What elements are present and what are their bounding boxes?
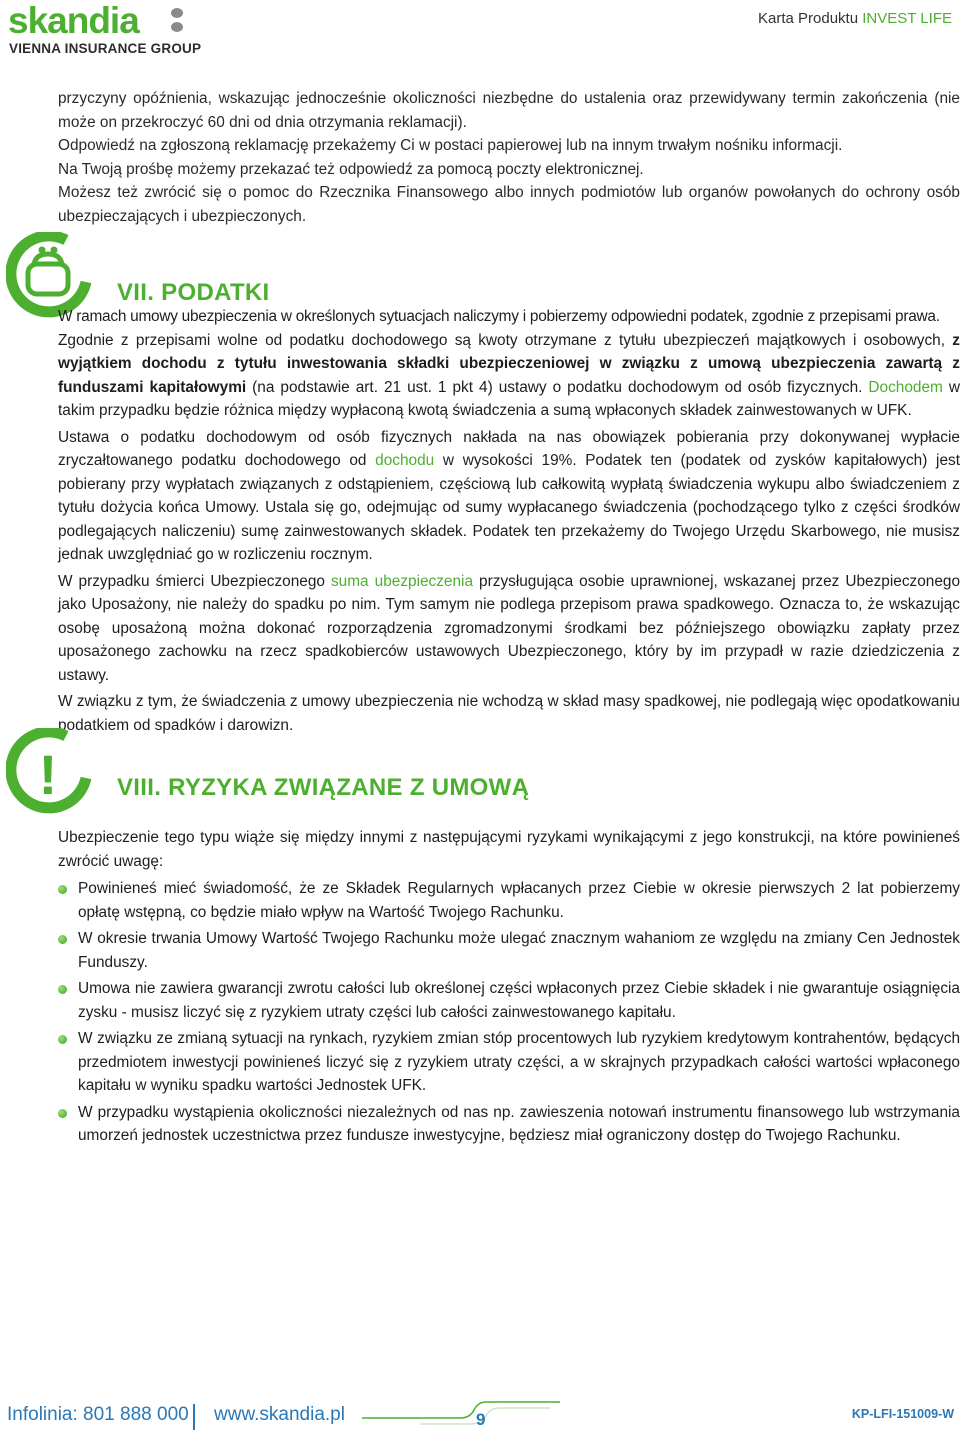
paragraph: Ubezpieczenie tego typu wiąże się między innymi z następującymi ryzykami wynikającymi z jego konstrukcji, na które powinieneś zwrócić uwagę: [58,829,960,870]
list-item-text: Umowa nie zawiera gwarancji zwrotu całości lub określonej części wpłaconych przez Ciebie składek i nie gwarantuje osiągnięcia zysku - musisz liczyć się z ryzykiem utraty części lub całości zainwestowanego kapitału. [78,980,960,1021]
paragraph: przyczyny opóźnienia, wskazując jednocześnie okoliczności niezbędne do ustalenia oraz przewidywany termin zakończenia (nie może on przekroczyć 60 dni od dnia otrzymania reklamacji). [58,90,960,131]
exclamation-glyph: ! [38,743,58,806]
text-span: Ustawa o podatku dochodowym od osób fizycznych nakłada na nas obowiązek pobierania przy dokonywanej wypłacie zryczałtowanego podatku dochodowego od [58,428,960,469]
highlighted-term-income: dochodu [375,452,435,469]
list-item-text: W okresie trwania Umowy Wartość Twojego Rachunku może ulegać znacznym wahaniom ze względu na zmiany Cen Jednostek Funduszy. [78,930,960,971]
text-span: Zgodnie z przepisami wolne od podatku dochodowego są kwoty otrzymane z tytułu ubezpieczeń majątkowych i osobowych, [58,331,953,349]
text-span: przysługująca osobie uprawnionej, wskazanej przez Ubezpieczonego jako Uposażony, nie należy do spadku po nim. Tym samym nie podlega przepisom prawa spadkowego. Oznacza to, że wskazując osobę uposażoną można dokonać rozporządzenia zgromadzonymi środkami bez późniejszego obowiązku zapłaty przez uposażonego zachowku na rzecz spadkobierców ustawowych Ubezpieczonego, który by im przypadł w razie dziedziczenia z ustawy. [58,572,960,684]
paragraph [58,426,960,567]
footer-website-link[interactable]: www.skandia.pl [214,1404,345,1425]
paragraph: W ramach umowy ubezpieczenia w określonych sytuacjach naliczymy i pobierzemy odpowiedni podatek, zgodnie z przepisami prawa. [58,308,940,325]
highlighted-term-income: Dochodem [868,378,943,396]
bullet-icon [58,885,67,894]
document-label-prefix: Karta Produktu [758,10,859,27]
section-title-risks: VIII. RYZYKA ZWIĄZANE Z UMOWĄ [117,774,530,801]
text-span: w wysokości 19%. Podatek ten (podatek od zysków kapitałowych) jest pobierany przy wypłatach związanych z odstąpieniem, częściową lub całkowitą wypłatą świadczenia wykupu albo świadczeniem z tytułu dożycia końca Umowy. Ustala się go, odejmując od sumy wypłacanego świadczenia (pochodzącego tylko z części środków podlegających naliczeniu) sumę zainwestowanych składek. Podatek ten przekażemy do Twojego Urzędu Skarbowego, nie musisz jednak uwzględniać go w rozliczeniu rocznym. [58,452,960,563]
paragraph: Na Twoją prośbę możemy przekazać też odpowiedź za pomocą poczty elektronicznej. [58,160,644,178]
list-item [58,977,960,1024]
list-item-text: W przypadku wystąpienia okoliczności niezależnych od nas np. zawieszenia notowań instrumentu finansowego lub wstrzymania umorzeń jednostek uczestnictwa przez fundusze inwestycyjne, będziesz miał ograniczony dostęp do Twojego Rachunku. [78,1103,960,1144]
warning-icon [6,728,92,814]
list-item [58,927,960,974]
list-item [58,877,960,924]
page-number: 9 [476,1410,486,1429]
complaints-continuation [58,87,960,228]
risks-section-body [58,826,960,1151]
document-code: KP-LFI-151009-W [851,1407,954,1421]
list-item-text: Powinieneś mieć świadomość, że ze Składek Regularnych wpłacanych przez Ciebie w okresie pierwszych 2 lat pobierzemy opłatę wstępną, co będzie miało wpływ na Wartość Twojego Rachunku. [78,880,960,921]
paragraph [58,570,960,688]
paragraph [58,329,960,423]
bold-text-span: z wyjątkiem dochodu z tytułu inwestowania składki ubezpieczeniowej w związku z umową ubezpieczenia zawartą z funduszami kapitałowymi [58,331,960,396]
paragraph: W związku z tym, że świadczenia z umowy ubezpieczenia nie wchodzą w skład masy spadkowej, nie podlegają więc opodatkowaniu podatkiem od spadków i darowizn. [58,693,960,734]
bullet-icon [58,935,67,944]
paragraph: Odpowiedź na zgłoszoną reklamację przekażemy Ci w postaci papierowej lub na innym trwałym nośniku informacji. [58,137,843,154]
skandia-logo: skandia [8,0,139,41]
logo-dots-icon [171,8,185,32]
footer-divider [193,1404,195,1430]
list-item [58,1101,960,1148]
footer-hotline: Infolinia: 801 888 000 [7,1404,189,1425]
bullet-icon [58,1109,67,1118]
paragraph: Możesz też zwrócić się o pomoc do Rzecznika Finansowego albo innych podmiotów lub organów powołanych do ochrony osób ubezpieczających i ubezpieczonych. [58,184,960,225]
text-span: w takim przypadku będzie różnica między wypłaconą kwotą świadczenia a sumą wpłaconych składek zainwestowanych w UFK. [58,378,960,419]
highlighted-term-sum-insured: suma ubezpieczenia [330,572,474,590]
document-label [758,10,952,27]
bullet-icon [58,985,67,994]
list-item-text: W związku ze zmianą sytuacji na rynkach, ryzykiem zmian stóp procentowych lub ryzykiem kredytowym kontrahentów, będących przedmiotem inwestycji powinieneś liczyć się z ryzykiem utraty części, a w skrajnych przypadkach całości wartości wpłaconego kapitału w wyniku spadku wartości Jednostek UFK. [78,1030,960,1094]
document-label-product: INVEST LIFE [862,10,952,27]
list-item [58,1027,960,1098]
taxes-section-body [58,305,960,737]
bullet-icon [58,1035,67,1044]
risk-list [58,877,960,1148]
logo-subtitle: VIENNA INSURANCE GROUP [9,41,202,56]
text-span: W przypadku śmierci Ubezpieczonego [58,572,331,590]
section-title-taxes: VII. PODATKI [117,279,270,306]
text-span: (na podstawie art. 21 ust. 1 pkt 4) ustawy o podatku dochodowym od osób fizycznych. [246,378,869,396]
